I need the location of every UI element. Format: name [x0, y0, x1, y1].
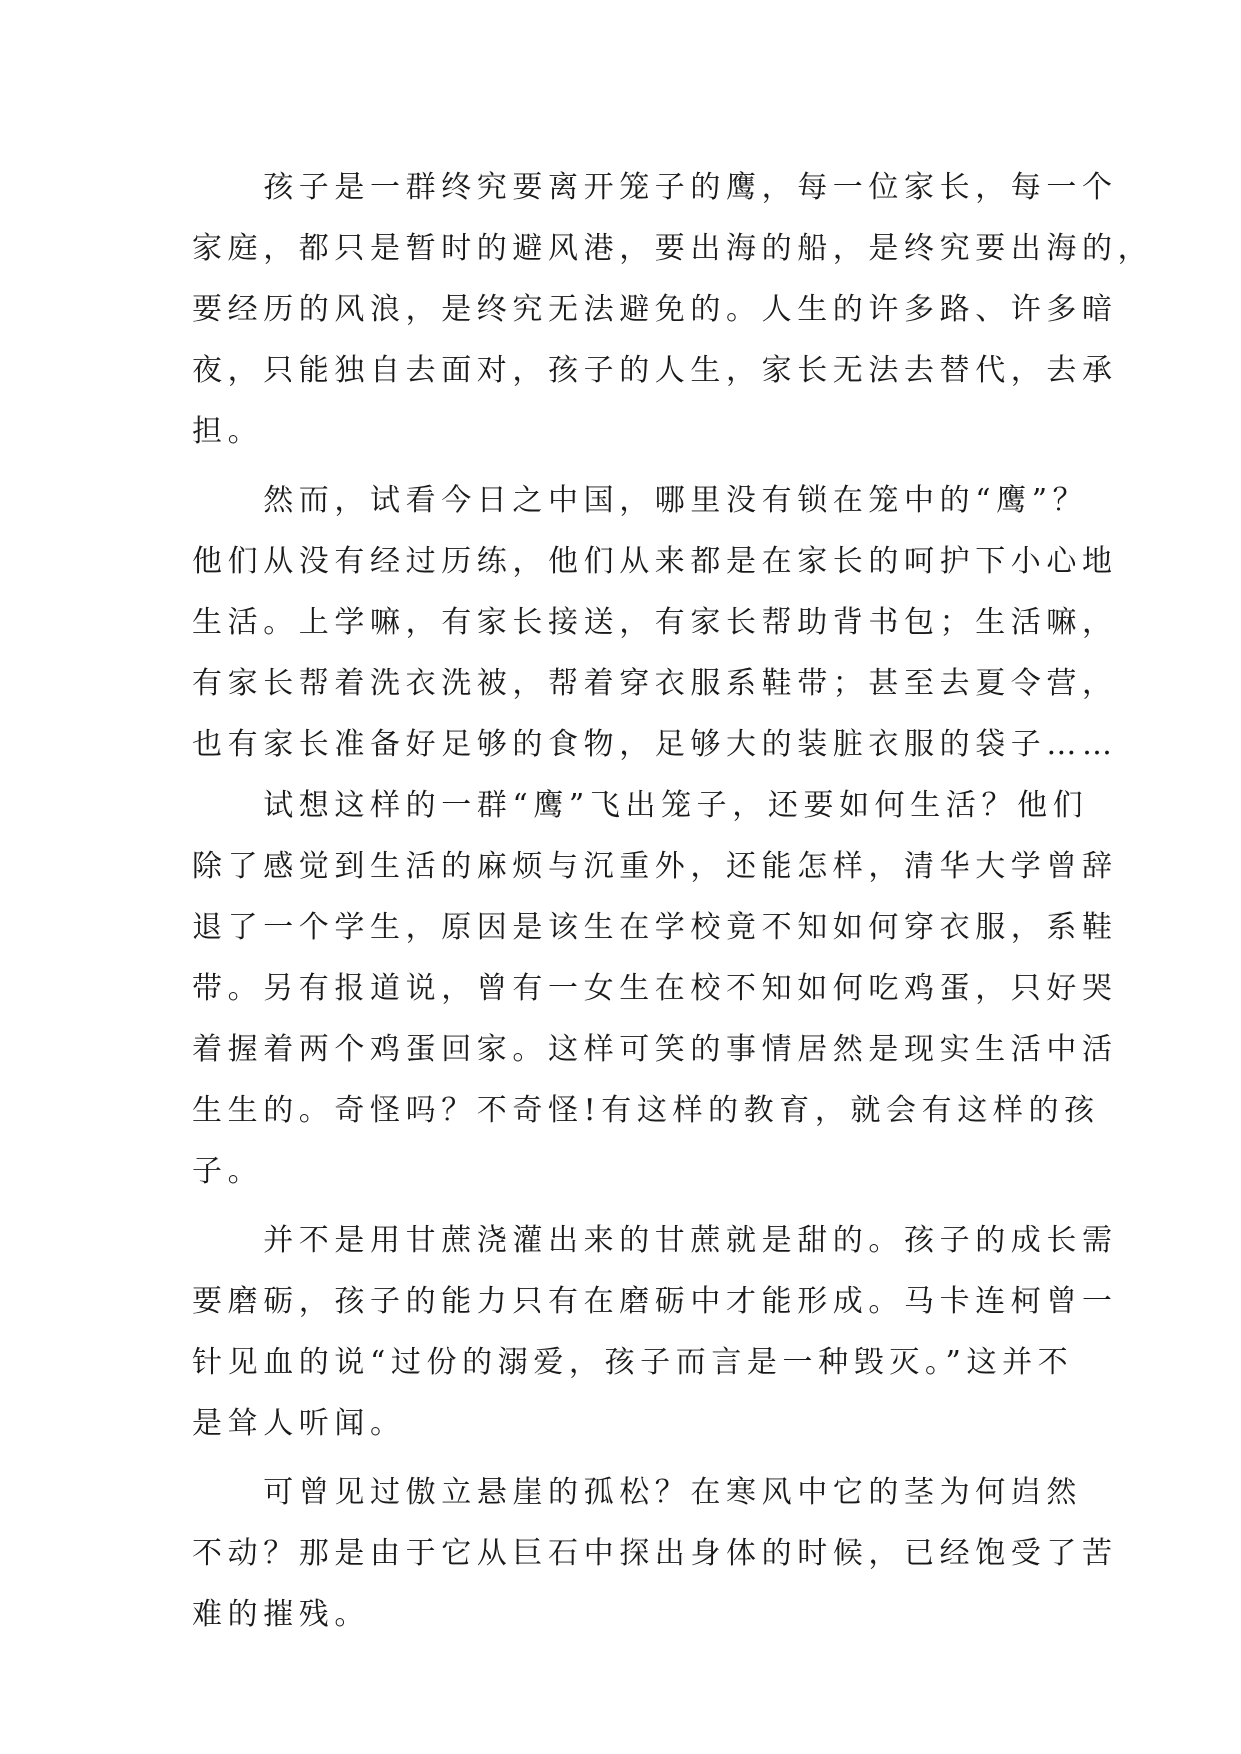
- paragraph-line: 生生的。奇怪吗？不奇怪!有这样的教育，就会有这样的孩: [192, 1093, 1100, 1128]
- paragraph-line: 要磨砺，孩子的能力只有在磨砺中才能形成。马卡连柯曾一: [192, 1284, 1118, 1319]
- paragraph: [192, 157, 1154, 462]
- paragraph-spacer: [192, 462, 1072, 470]
- paragraph-line: 生活。上学嘛，有家长接送，有家长帮助背书包；生活嘛，: [192, 605, 1118, 640]
- document-body: [192, 157, 1154, 1645]
- paragraph-line: 可曾见过傲立悬崖的孤松？在寒风中它的茎为何岿然: [192, 1475, 1082, 1510]
- paragraph: [192, 1462, 1118, 1645]
- paragraph-line: 除了感觉到生活的麻烦与沉重外，还能怎样，清华大学曾辞: [192, 849, 1118, 884]
- paragraph-spacer: [192, 1454, 1072, 1462]
- paragraph-line: 是耸人听闻。: [192, 1406, 406, 1441]
- paragraph-line: 退了一个学生，原因是该生在学校竟不知如何穿衣服，系鞋: [192, 910, 1118, 945]
- paragraph-line: 难的摧残。: [192, 1597, 370, 1632]
- paragraph-line: 针见血的说“过份的溺爱，孩子而言是一种毁灭。”这并不: [192, 1345, 1074, 1380]
- paragraph-line: 担。: [192, 414, 264, 449]
- paragraph-line: 家庭，都只是暂时的避风港，要出海的船，是终究要出海的，: [192, 231, 1154, 266]
- paragraph: [192, 775, 1118, 1202]
- paragraph-line: 不动？那是由于它从巨石中探出身体的时候，已经饱受了苦: [192, 1536, 1118, 1571]
- paragraph-line: 夜，只能独自去面对，孩子的人生，家长无法去替代，去承: [192, 353, 1118, 388]
- paragraph-line: 有家长帮着洗衣洗被，帮着穿衣服系鞋带；甚至去夏令营，: [192, 666, 1118, 701]
- paragraph-line: 子。: [192, 1154, 264, 1189]
- paragraph-line: 然而，试看今日之中国，哪里没有锁在笼中的“鹰”？: [192, 483, 1089, 518]
- paragraph-line: 试想这样的一群“鹰”飞出笼子，还要如何生活？他们: [192, 788, 1089, 823]
- paragraph-line: 他们从没有经过历练，他们从来都是在家长的呵护下小心地: [192, 544, 1118, 579]
- paragraph-line: 着握着两个鸡蛋回家。这样可笑的事情居然是现实生活中活: [192, 1032, 1118, 1067]
- paragraph-line: 并不是用甘蔗浇灌出来的甘蔗就是甜的。孩子的成长需: [192, 1223, 1118, 1258]
- paragraph: [192, 470, 1118, 775]
- paragraph-line: 带。另有报道说，曾有一女生在校不知如何吃鸡蛋，只好哭: [192, 971, 1118, 1006]
- paragraph-line: 要经历的风浪，是终究无法避免的。人生的许多路、许多暗: [192, 292, 1118, 327]
- paragraph: [192, 1210, 1118, 1454]
- paragraph-line: 孩子是一群终究要离开笼子的鹰，每一位家长，每一个: [192, 170, 1118, 205]
- paragraph-spacer: [192, 1202, 1072, 1210]
- paragraph-line: 也有家长准备好足够的食物，足够大的装脏衣服的袋子……: [192, 727, 1118, 762]
